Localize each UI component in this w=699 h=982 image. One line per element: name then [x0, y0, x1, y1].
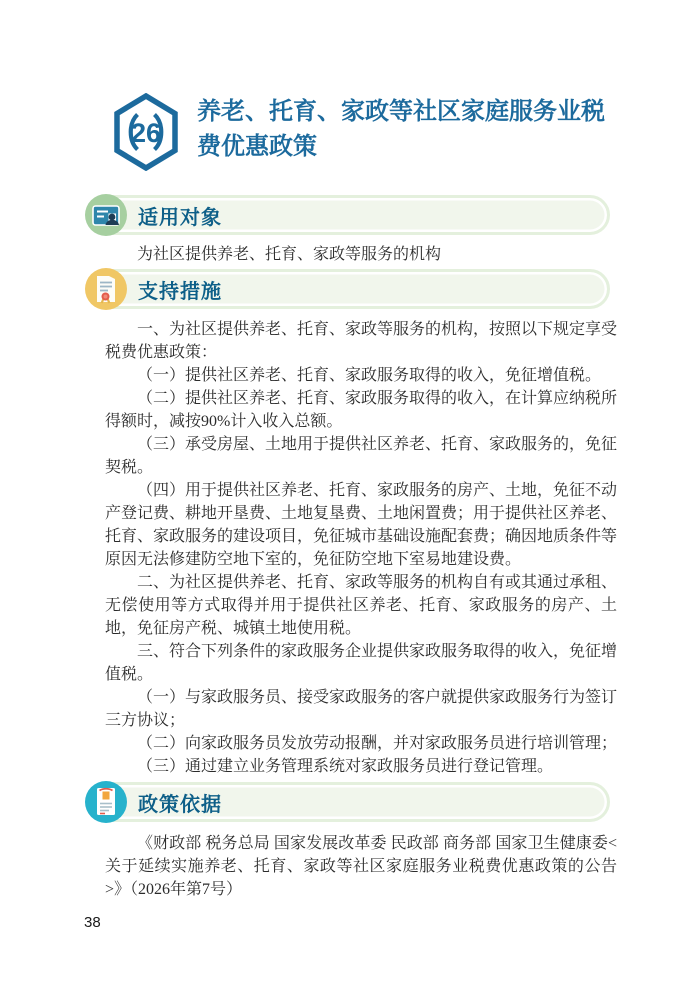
- paragraph: （四）用于提供社区养老、托育、家政服务的房产、土地，免征不动产登记费、耕地开垦费、土地复垦费、土地闲置费；用于提供社区养老、托育、家政服务的建设项目，免征城市基础设施配套费；确因地质条件等原因无法修建防空地下室的，免征防空地下室易地建设费。: [105, 482, 618, 568]
- section-header-basis: [86, 782, 610, 822]
- paragraph: （三）承受房屋、土地用于提供社区养老、托育、家政服务的，免征契税。: [105, 436, 618, 476]
- paragraph: 二、为社区提供养老、托育、家政等服务的机构自有或其通过承租、无偿使用等方式取得并用于提供社区养老、托育、家政服务的房产、土地，免征房产税、城镇土地使用税。: [105, 574, 618, 637]
- paragraph: （二）提供社区养老、托育、家政服务取得的收入，在计算应纳税所得额时，减按90%计入收入总额。: [105, 390, 618, 430]
- policy-document-icon: [84, 780, 128, 824]
- section-pill: [86, 782, 610, 822]
- section-pill: [86, 269, 610, 309]
- section-title-applicable: 适用对象: [138, 206, 222, 229]
- section-title-basis: 政策依据: [138, 793, 222, 816]
- section-pill: [86, 195, 610, 235]
- paragraph: （一）与家政服务员、接受家政服务的客户就提供家政服务行为签订三方协议；: [105, 689, 618, 729]
- paragraph: 一、为社区提供养老、托育、家政等服务的机构，按照以下规定享受税费优惠政策：: [105, 321, 618, 361]
- id-card-icon: [84, 193, 128, 237]
- paragraph: 《财政部 税务总局 国家发展改革委 民政部 商务部 国家卫生健康委<关于延续实施养老、托育、家政等社区家庭服务业税费优惠政策的公告>》（2026年第7号）: [105, 835, 617, 898]
- chapter-number: 26: [130, 118, 162, 148]
- chapter-header: [114, 93, 610, 171]
- section-header-applicable: [86, 195, 610, 235]
- section-header-measures: [86, 269, 610, 309]
- paragraph: （一）提供社区养老、托育、家政服务取得的收入，免征增值税。: [137, 367, 602, 384]
- paragraph: 三、符合下列条件的家政服务企业提供家政服务取得的收入，免征增值税。: [105, 643, 618, 683]
- paragraph: 为社区提供养老、托育、家政等服务的机构: [137, 246, 442, 263]
- section-body-applicable: [105, 243, 617, 266]
- section-body-basis: [105, 832, 617, 901]
- section-body-measures: [105, 318, 617, 778]
- paragraph: （二）向家政服务员发放劳动报酬，并对家政服务员进行培训管理；: [137, 735, 618, 752]
- page-content: [86, 93, 618, 901]
- certificate-seal-icon: [84, 267, 128, 311]
- section-title-measures: 支持措施: [138, 280, 222, 303]
- page-title: 养老、托育、家政等社区家庭服务业税费优惠政策: [197, 98, 605, 160]
- paragraph: （三）通过建立业务管理系统对家政服务员进行登记管理。: [137, 758, 554, 775]
- page-number: 38: [84, 914, 101, 931]
- chapter-number-hexagon-icon: [114, 93, 178, 171]
